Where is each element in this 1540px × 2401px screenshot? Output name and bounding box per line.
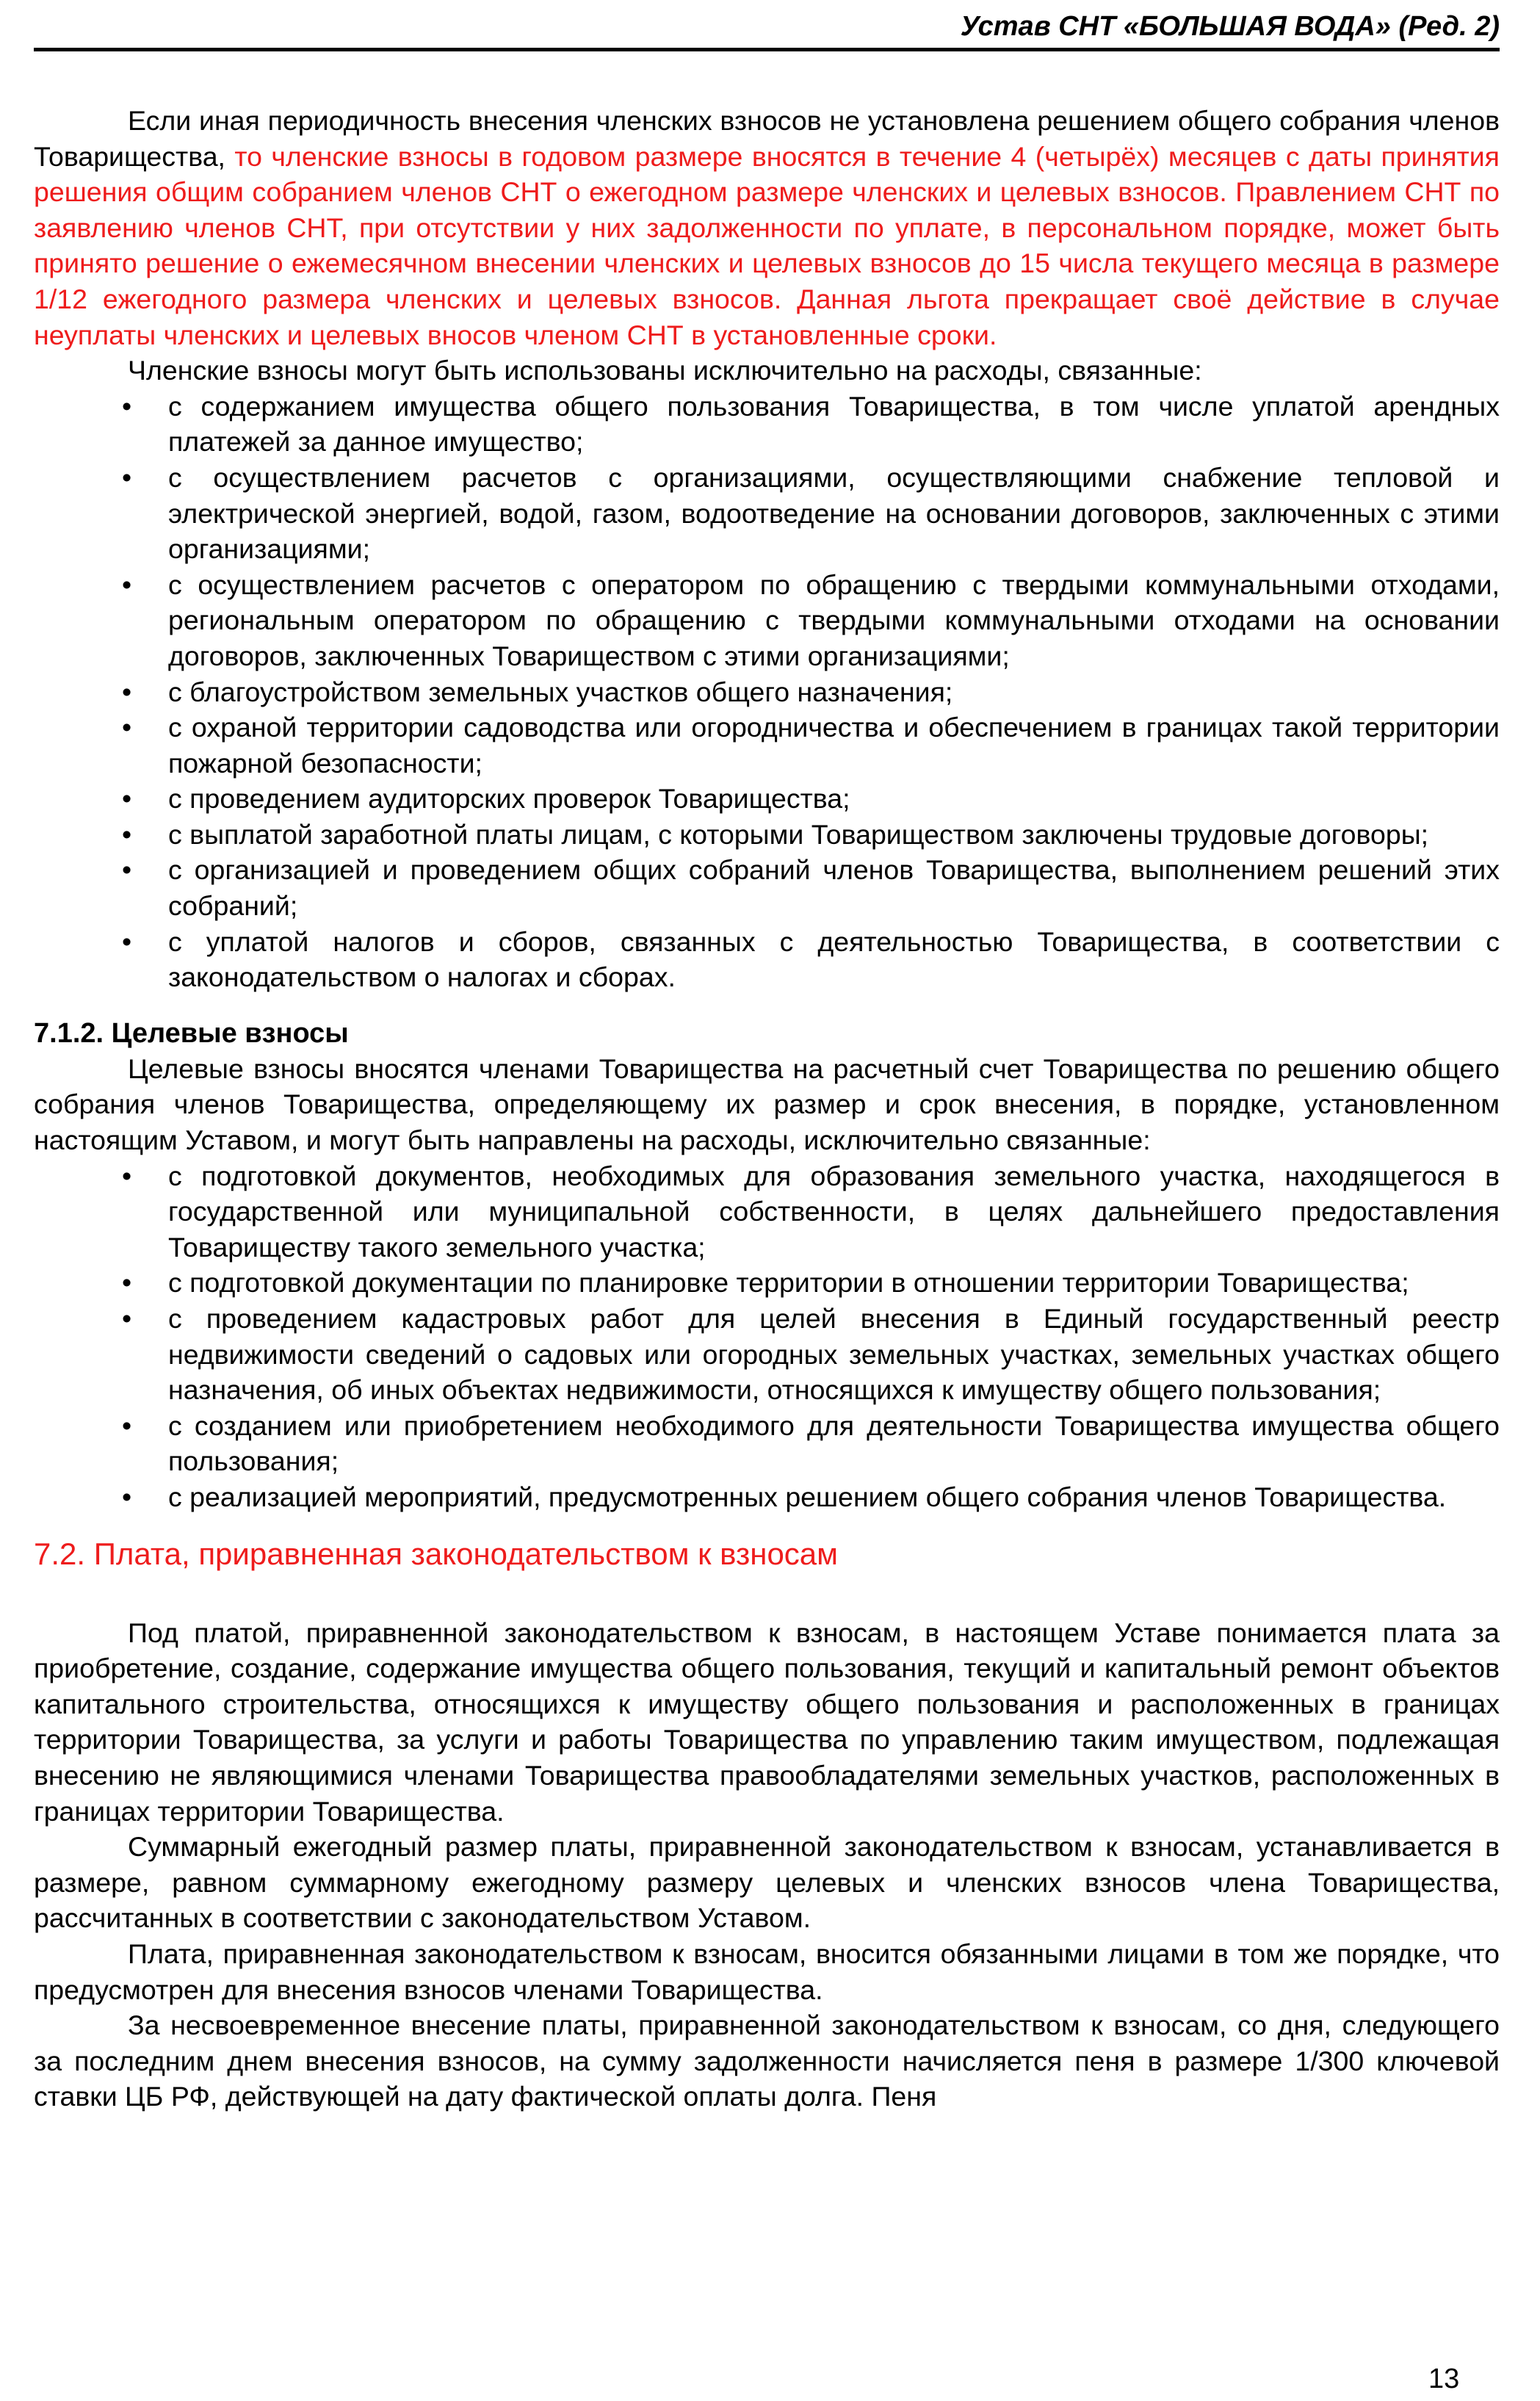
membership-fee-usage-list bbox=[34, 389, 1500, 995]
list-item: • с выплатой заработной платы лицам, с которыми Товариществом заключены трудовые договоры; bbox=[34, 817, 1500, 853]
bullet-icon: • bbox=[122, 1303, 132, 1334]
list-item: • с подготовкой документов, необходимых для образования земельного участка, находящегося в государственной или муниципальной собственности, в целях дальнейшего предоставления Товариществу такого земельного участка; bbox=[34, 1158, 1500, 1266]
bullet-icon: • bbox=[122, 925, 132, 957]
paragraph-usage-intro: Членские взносы могут быть использованы исключительно на расходы, связанные: bbox=[128, 355, 1202, 386]
paragraph-periodicity-black: Если иная периодичность внесения членских взносов не установлена решением общего собрания членов Товарищества, bbox=[34, 105, 1500, 172]
paragraph-equivalent-payment-4: За несвоевременное внесение платы, приравненной законодательством к взносам, со дня, следующего за последним днем внесения взносов, на сумму задолженности начисляется пеня в размере 1/300 ключевой ставки ЦБ РФ, действующей на дату фактической оплаты долга. Пеня bbox=[34, 2010, 1500, 2112]
bullet-icon: • bbox=[122, 1409, 132, 1441]
bullet-icon: • bbox=[122, 1481, 132, 1512]
list-item: • с содержанием имущества общего пользования Товарищества, в том числе уплатой арендных платежей за данное имущество; bbox=[34, 389, 1500, 460]
list-item: • с проведением кадастровых работ для целей внесения в Единый государственный реестр недвижимости сведений о садовых или огородных земельных участках, земельных участках общего назначения, об иных объектах недвижимости, относящихся к имуществу общего пользования; bbox=[34, 1301, 1500, 1408]
bullet-icon: • bbox=[122, 676, 132, 707]
list-item: • с организацией и проведением общих собраний членов Товарищества, выполнением решений этих собраний; bbox=[34, 852, 1500, 923]
paragraph-equivalent-payment-1: Под платой, приравненной законодательством к взносам, в настоящем Уставе понимается плата за приобретение, создание, содержание имущества общего пользования, текущий и капитальный ремонт объектов капитального строительства, относящихся к имуществу общего пользования и расположенных в границах территории Товарищества, за услуги и работы Товарищества по управлению таким имуществом, подлежащая внесению не являющимися членами Товарищества правообладателями земельных участков, расположенных в границах территории Товарищества. bbox=[34, 1617, 1500, 1827]
bullet-icon: • bbox=[122, 712, 132, 743]
page-header bbox=[34, 7, 1500, 51]
bullet-icon: • bbox=[122, 1160, 132, 1191]
list-item: • с охраной территории садоводства или огородничества и обеспечением в границах такой территории пожарной безопасности; bbox=[34, 710, 1500, 781]
target-fee-usage-list bbox=[34, 1158, 1500, 1515]
bullet-icon: • bbox=[122, 461, 132, 493]
bullet-icon: • bbox=[122, 783, 132, 815]
list-item: • с уплатой налогов и сборов, связанных с деятельностью Товарищества, в соответствии с законодательством о налогах и сборах. bbox=[34, 924, 1500, 995]
bullet-icon: • bbox=[122, 1267, 132, 1299]
list-item: • с реализацией мероприятий, предусмотренных решением общего собрания членов Товарищества. bbox=[34, 1479, 1500, 1515]
bullet-icon: • bbox=[122, 818, 132, 850]
list-item: • с осуществлением расчетов с оператором по обращению с твердыми коммунальными отходами, региональным оператором по обращению с твердыми коммунальными отходами на основании договоров, заключенных Товариществом с этими организациями; bbox=[34, 567, 1500, 674]
section-heading-equivalent-payment: 7.2. Плата, приравненная законодательством к взносам bbox=[34, 1536, 839, 1571]
list-item: • с благоустройством земельных участков общего назначения; bbox=[34, 674, 1500, 710]
page-content bbox=[34, 103, 1500, 2115]
section-heading-target-fees: 7.1.2. Целевые взносы bbox=[34, 1017, 349, 1049]
bullet-icon: • bbox=[122, 568, 132, 600]
paragraph-equivalent-payment-2: Суммарный ежегодный размер платы, приравненной законодательством к взносам, устанавливается в размере, равном суммарному ежегодному размеру целевых и членских взносов члена Товарищества, рассчитанных в соответствии с законодательством Уставом. bbox=[34, 1831, 1500, 1934]
bullet-icon: • bbox=[122, 390, 132, 422]
list-item: • с осуществлением расчетов с организациями, осуществляющими снабжение тепловой и электрической энергией, водой, газом, водоотведение на основании договоров, заключенных с этими организациями; bbox=[34, 460, 1500, 567]
list-item: • с проведением аудиторских проверок Товарищества; bbox=[34, 781, 1500, 817]
paragraph-periodicity-red: то членские взносы в годовом размере вносятся в течение 4 (четырёх) месяцев с даты принятия решения общим собранием членов СНТ о ежегодном размере членских и целевых взносов. Правлением СНТ по заявлению членов СНТ, при отсутствии у них задолженности по уплате, в персональном порядке, может быть принято решение о ежемесячном внесении членских и целевых взносов до 15 числа текущего месяца в размере 1/12 ежегодного размера членских и целевых взносов. Данная льгота прекращает своё действие в случае неуплаты членских и целевых вносов членом СНТ в установленные сроки. bbox=[34, 140, 1500, 350]
list-item: • с созданием или приобретением необходимого для деятельности Товарищества имущества общего пользования; bbox=[34, 1408, 1500, 1479]
paragraph-equivalent-payment-3: Плата, приравненная законодательством к взносам, вносится обязанными лицами в том же порядке, что предусмотрен для внесения взносов членами Товарищества. bbox=[34, 1938, 1500, 2005]
paragraph-target-fees-intro: Целевые взносы вносятся членами Товарищества на расчетный счет Товарищества по решению общего собрания членов Товарищества, определяющему их размер и срок внесения, в порядке, установленном настоящим Уставом, и могут быть направлены на расходы, исключительно связанные: bbox=[34, 1053, 1500, 1156]
bullet-icon: • bbox=[122, 854, 132, 886]
page-number: 13 bbox=[1428, 2364, 1460, 2394]
list-item: • с подготовкой документации по планировке территории в отношении территории Товарищества; bbox=[34, 1265, 1500, 1301]
header-title: Устав СНТ «БОЛЬШАЯ ВОДА» (Ред. 2) bbox=[960, 11, 1500, 42]
paragraph-periodicity bbox=[34, 103, 1500, 353]
